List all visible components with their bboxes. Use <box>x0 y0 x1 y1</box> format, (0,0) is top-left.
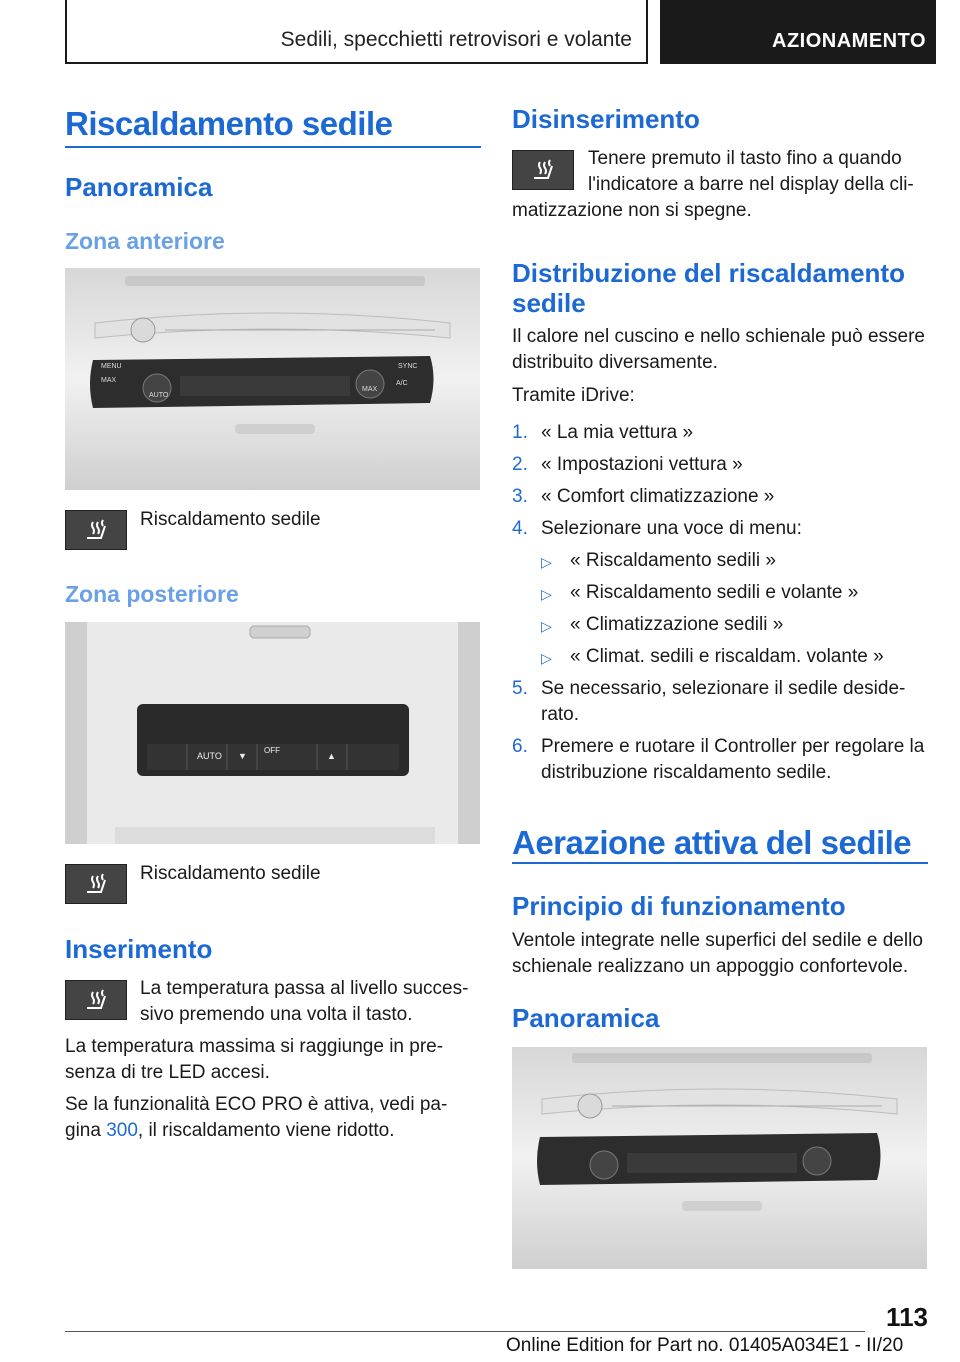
header-chapter-tab: AZIONAMENTO <box>660 0 936 64</box>
inserimento-line-1: La temperatura passa al livello succes- <box>140 978 469 999</box>
step-number: 3. <box>512 486 528 507</box>
bullet-text: « Climat. sedili e riscaldam. volante » <box>570 646 884 667</box>
step-text: Selezionare una voce di menu: <box>541 518 802 539</box>
title-rule <box>65 146 481 148</box>
distribuzione-line-2: distribuito diversamente. <box>512 352 718 373</box>
list-item <box>512 734 928 786</box>
bullet-triangle-icon: ▷ <box>541 618 552 634</box>
rear-panel-up-label: ▲ <box>327 751 336 761</box>
bullet-text: « Riscaldamento sedili e volante » <box>570 582 859 603</box>
max-temp-line-2: senza di tre LED accesi. <box>65 1062 270 1083</box>
bullet-text: « Riscaldamento sedili » <box>570 550 776 571</box>
bullet-text: « Climatizzazione sedili » <box>570 614 784 635</box>
eco-pro-prefix: gina <box>65 1120 107 1141</box>
rear-panel-off-label: OFF <box>264 746 280 755</box>
rear-panel-auto-label: AUTO <box>197 751 222 761</box>
list-item <box>512 676 928 728</box>
disinserimento-line-3: matizzazione non si spegne. <box>512 200 752 221</box>
inserimento-line-2: sivo premendo una volta il tasto. <box>140 1004 413 1025</box>
max-temp-line-1: La temperatura massima si raggiunge in pre- <box>65 1036 444 1057</box>
footer-rule <box>65 1331 865 1332</box>
title-rule <box>512 862 928 864</box>
principio-line-2: schienale realizzano un appoggio confortevole. <box>512 956 909 977</box>
rear-icon-caption: Riscaldamento sedile <box>140 863 321 884</box>
principio-line-1: Ventole integrate nelle superfici del sedile e dello <box>512 930 923 951</box>
front-climate-panel-image <box>65 268 480 490</box>
seat-heating-icon <box>512 150 574 190</box>
page-300-link[interactable]: 300 <box>106 1120 138 1141</box>
bullet-triangle-icon: ▷ <box>541 554 552 570</box>
front-panel-sync-label: SYNC <box>398 363 418 370</box>
step-number: 6. <box>512 736 528 757</box>
front-panel-ac-label: A/C <box>396 380 408 387</box>
heading-principio: Principio di funzionamento <box>512 891 846 921</box>
seat-heating-icon <box>65 510 127 550</box>
section-title-riscaldamento: Riscaldamento sedile <box>65 105 393 142</box>
heading-distribuzione-2: sedile <box>512 288 586 318</box>
ventilation-climate-panel-image <box>512 1047 927 1269</box>
rear-panel-down-label: ▼ <box>238 751 247 761</box>
step-text-continued: distribuzione riscaldamento sedile. <box>541 762 832 783</box>
front-panel-auto-label: AUTO <box>149 392 169 399</box>
seat-heating-icon <box>65 980 127 1020</box>
heading-panoramica: Panoramica <box>65 172 213 202</box>
step-number: 1. <box>512 422 528 443</box>
step-text: « Impostazioni vettura » <box>541 454 743 475</box>
step-text: Premere e ruotare il Controller per regolare la <box>541 736 925 757</box>
step-number: 2. <box>512 454 528 475</box>
tramite-idrive: Tramite iDrive: <box>512 385 635 406</box>
seat-heating-icon <box>65 864 127 904</box>
bullet-triangle-icon: ▷ <box>541 586 552 602</box>
front-panel-menu-label: MENU <box>101 363 122 370</box>
disinserimento-line-2: l'indicatore a barre nel display della cli- <box>588 174 914 195</box>
page-number: 113 <box>886 1302 928 1332</box>
step-text: « La mia vettura » <box>541 422 694 443</box>
heading-inserimento: Inserimento <box>65 934 213 964</box>
disinserimento-line-1: Tenere premuto il tasto fino a quando <box>588 148 902 169</box>
heading-panoramica-2: Panoramica <box>512 1003 660 1033</box>
heading-disinserimento: Disinserimento <box>512 104 700 134</box>
eco-pro-suffix: , il riscaldamento viene ridotto. <box>137 1120 395 1141</box>
rear-climate-panel-image <box>65 622 480 844</box>
heading-zona-anteriore: Zona anteriore <box>65 228 225 254</box>
heading-distribuzione-1: Distribuzione del riscaldamento <box>512 258 905 288</box>
eco-pro-line-1: Se la funzionalità ECO PRO è attiva, vedi pa- <box>65 1094 448 1115</box>
front-panel-max-right-label: MAX <box>362 386 378 393</box>
step-number: 4. <box>512 518 528 539</box>
section-title-aerazione: Aerazione attiva del sedile <box>512 824 912 861</box>
step-text-continued: rato. <box>541 704 580 725</box>
front-icon-caption: Riscaldamento sedile <box>140 509 321 530</box>
front-panel-max-left-label: MAX <box>101 377 117 384</box>
header-section-box <box>65 0 648 64</box>
step-text: « Comfort climatizzazione » <box>541 486 775 507</box>
edition-note: Online Edition for Part no. 01405A034E1 - II/20 <box>506 1335 904 1356</box>
heading-zona-posteriore: Zona posteriore <box>65 581 239 607</box>
eco-pro-line-2 <box>65 1118 395 1144</box>
bullet-triangle-icon: ▷ <box>541 650 552 666</box>
distribuzione-line-1: Il calore nel cuscino e nello schienale può essere <box>512 326 925 347</box>
header-section-title: Sedili, specchietti retrovisori e volante <box>280 28 632 51</box>
step-number: 5. <box>512 678 528 699</box>
step-text: Se necessario, selezionare il sedile deside- <box>541 678 906 699</box>
